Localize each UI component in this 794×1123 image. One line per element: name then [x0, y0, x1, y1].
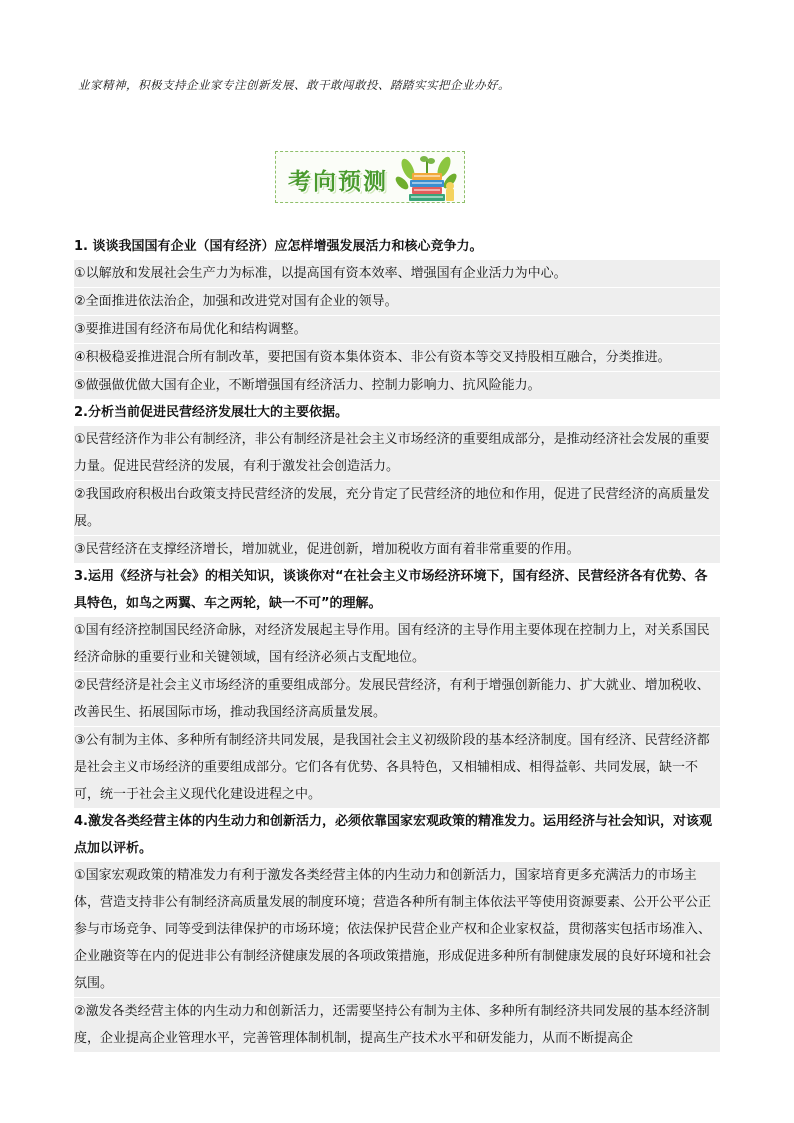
answer-item: ②我国政府积极出台政策支持民营经济的发展，充分肯定了民营经济的地位和作用，促进了民营经济的高质量发展。 — [74, 480, 720, 535]
intro-text: 业家精神，积极支持企业家专注创新发展、敢干敢闯敢投、踏踏实实把企业办好。 — [78, 78, 510, 92]
answer-item: ①国家宏观政策的精准发力有利于激发各类经营主体的内生动力和创新活力，国家培育更多充满活力的市场主体，营造支持非公有制经济高质量发展的制度环境；营造各种所有制主体依法平等使用资源要素、公开公平公正参与市场竞争、同等受到法律保护的市场环境；依法保护民营企业产权和企业家权益，贯彻落实包括市场准入、企业融资等在内的促进非公有制经济健康发展的各项政策措施，形成促进多种所有制健康发展的良好环境和社会氛围。 — [74, 862, 720, 997]
section-banner — [275, 151, 465, 203]
question-title: 3.运用《经济与社会》的相关知识，谈谈你对“在社会主义市场经济环境下，国有经济、民营经济各有优势、各具特色，如鸟之两翼、车之两轮，缺一不可”的理解。 — [74, 569, 708, 611]
question-block-3 — [74, 563, 720, 808]
answer-item: ③要推进国有经济布局优化和结构调整。 — [74, 315, 720, 343]
answer-item: ②激发各类经营主体的内生动力和创新活力，还需要坚持公有制为主体、多种所有制经济共同发展的基本经济制度，企业提高企业管理水平，完善管理体制机制，提高生产技术水平和研发能力，从而不断提高企 — [74, 997, 720, 1052]
question-title: 4.激发各类经营主体的内生动力和创新活力，必须依靠国家宏观政策的精准发力。运用经济与社会知识，对该观点加以评析。 — [74, 814, 712, 856]
question-block-1 — [74, 233, 720, 399]
question-block-4 — [74, 808, 720, 1052]
answer-item: ⑤做强做优做大国有企业，不断增强国有经济活力、控制力影响力、抗风险能力。 — [74, 371, 720, 399]
answer-item: ③公有制为主体、多种所有制经济共同发展，是我国社会主义初级阶段的基本经济制度。国有经济、民营经济都是社会主义市场经济的重要组成部分。它们各有优势、各具特色，又相辅相成、相得益彰、共同发展，缺一不可，统一于社会主义现代化建设进程之中。 — [74, 726, 720, 808]
question-list — [74, 233, 720, 1052]
answer-item: ①国有经济控制国民经济命脉，对经济发展起主导作用。国有经济的主导作用主要体现在控制力上，对关系国民经济命脉的重要行业和关键领域，国有经济必须占支配地位。 — [74, 617, 720, 671]
banner-title: 考向预测 — [288, 169, 388, 195]
answer-item: ④积极稳妥推进混合所有制改革，要把国有资本集体资本、非公有资本等交叉持股相互融合，分类推进。 — [74, 343, 720, 371]
answer-item: ③民营经济在支撑经济增长，增加就业，促进创新，增加税收方面有着非常重要的作用。 — [74, 535, 720, 563]
question-title: 1. 谈谈我国国有企业（国有经济）应怎样增强发展活力和核心竞争力。 — [74, 239, 483, 254]
question-title: 2.分析当前促进民营经济发展壮大的主要依据。 — [74, 405, 348, 420]
books-and-plant-icon — [394, 153, 460, 203]
answer-item: ②全面推进依法治企，加强和改进党对国有企业的领导。 — [74, 287, 720, 315]
answer-item: ②民营经济是社会主义市场经济的重要组成部分。发展民营经济，有利于增强创新能力、扩大就业、增加税收、改善民生、拓展国际市场，推动我国经济高质量发展。 — [74, 671, 720, 726]
answer-item: ①以解放和发展社会生产力为标准，以提高国有资本效率、增强国有企业活力为中心。 — [74, 260, 720, 287]
question-block-2 — [74, 399, 720, 563]
answer-item: ①民营经济作为非公有制经济，非公有制经济是社会主义市场经济的重要组成部分，是推动经济社会发展的重要力量。促进民营经济的发展，有利于激发社会创造活力。 — [74, 426, 720, 480]
